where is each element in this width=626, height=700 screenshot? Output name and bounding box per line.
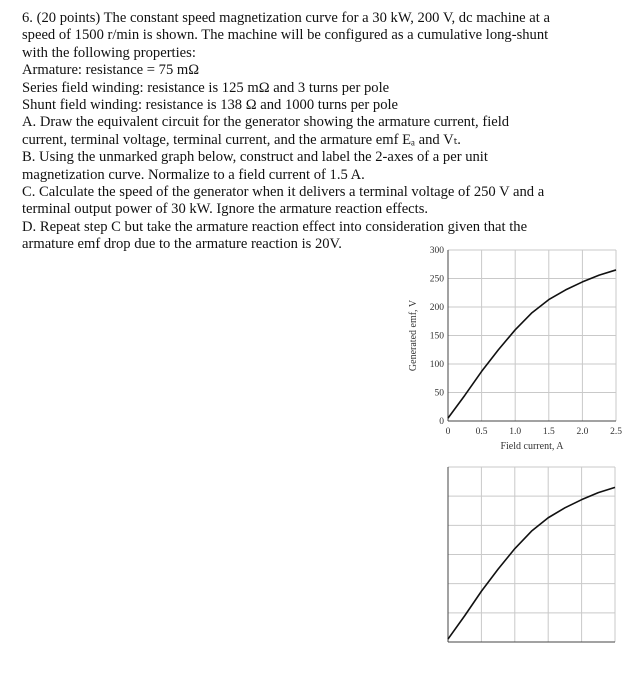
y-tick-label: 200 xyxy=(429,303,444,313)
part-d: D. Repeat step C but take the armature reaction effect into consideration given that the xyxy=(22,218,528,235)
magnetization-curve-line xyxy=(448,487,615,639)
x-tick-label: 1.5 xyxy=(542,427,555,437)
part-c: C. Calculate the speed of the generator when it delivers a terminal voltage of 250 V and a xyxy=(22,184,545,201)
problem-line: armature emf drop due to the armature reaction is 20V. xyxy=(22,236,342,253)
problem-line: magnetization curve. Normalize to a field current of 1.5 A. xyxy=(22,166,365,183)
y-axis-title: Generated emf, V xyxy=(408,299,419,372)
part-a: A. Draw the equivalent circuit for the generator showing the armature current, field xyxy=(22,114,510,131)
y-tick-label: 50 xyxy=(434,388,444,399)
problem-line: Series field winding: resistance is 125 mΩ and 3 turns per pole xyxy=(22,79,390,96)
y-tick-label: 300 xyxy=(429,246,444,256)
problem-line: speed of 1500 r/min is shown. The machine will be configured as a cumulative long-shunt xyxy=(22,27,549,44)
problem-line: with the following properties: xyxy=(22,44,196,61)
unmarked-magnetization-chart xyxy=(440,462,620,652)
magnetization-chart xyxy=(400,240,622,460)
problem-line: Shunt field winding: resistance is 138 Ω and 1000 turns per pole xyxy=(22,97,399,114)
x-tick-label: 2.0 xyxy=(576,427,589,437)
problem-line: terminal output power of 30 kW. Ignore the armature reaction effects. xyxy=(22,201,429,218)
y-tick-label: 0 xyxy=(439,417,444,427)
x-tick-label: 2.5 xyxy=(610,427,622,437)
part-b: B. Using the unmarked graph below, construct and label the 2-axes of a per unit xyxy=(22,149,488,166)
problem-text xyxy=(22,10,612,254)
y-tick-label: 100 xyxy=(429,360,444,370)
x-tick-label: 0 xyxy=(445,427,451,437)
x-tick-label: 1.0 xyxy=(509,427,522,437)
problem-line: 6. (20 points) The constant speed magnetization curve for a 30 kW, 200 V, dc machine at a xyxy=(22,10,550,26)
x-axis-title: Field current, A xyxy=(500,441,564,452)
x-tick-label: 0.5 xyxy=(475,427,488,437)
y-tick-label: 250 xyxy=(429,274,444,285)
magnetization-curve-line xyxy=(448,270,616,418)
problem-line: current, terminal voltage, terminal current, and the armature emf Eₐ and Vₜ. xyxy=(22,131,461,148)
problem-line: Armature: resistance = 75 mΩ xyxy=(22,62,200,79)
y-tick-label: 150 xyxy=(429,331,444,342)
